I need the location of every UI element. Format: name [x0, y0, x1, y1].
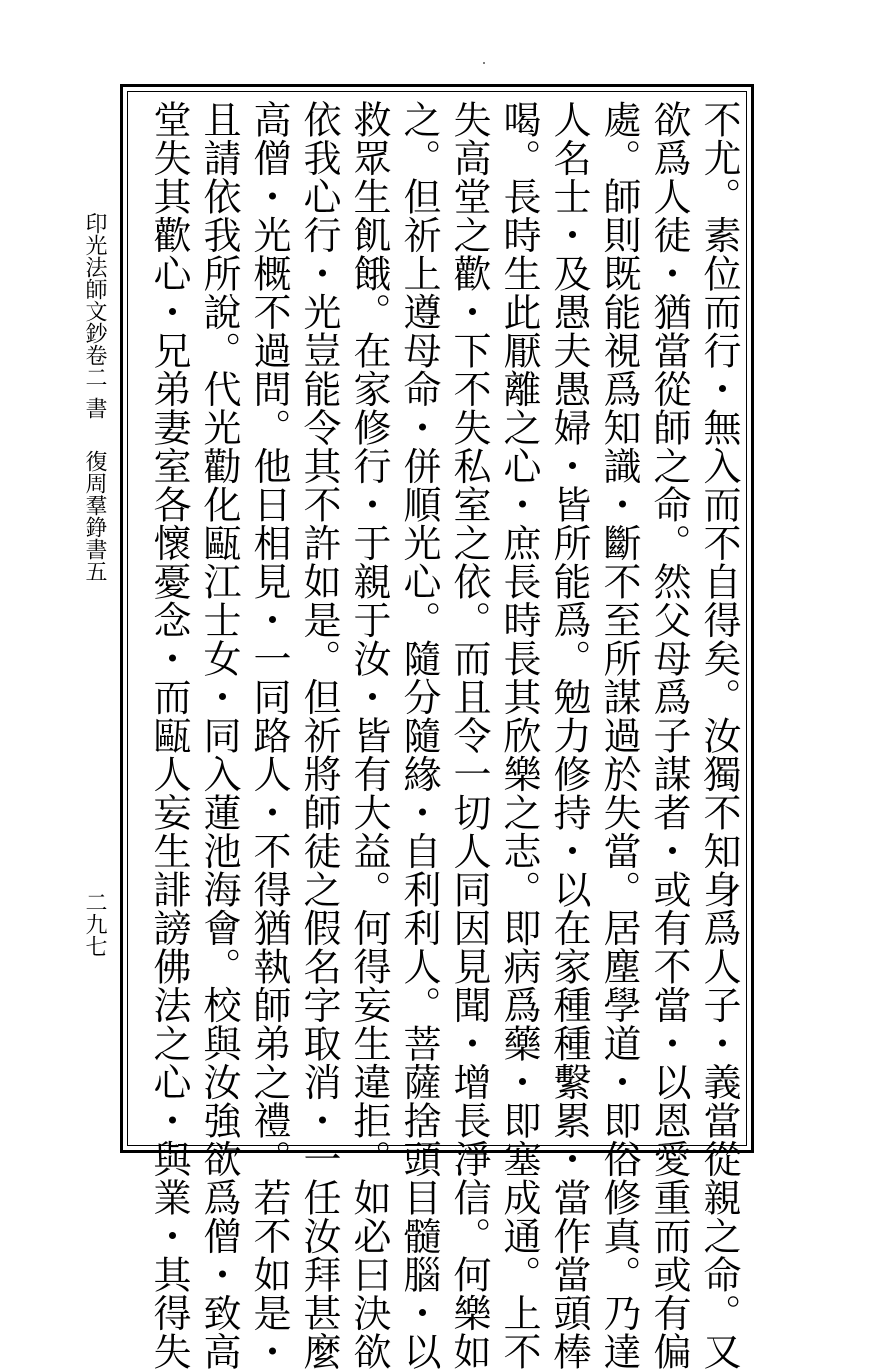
text-column-12: 堂失其歡心・兄弟妻室各懷憂念・而甌人妄生誹謗佛法之心・與業・其得失 — [147, 100, 191, 1371]
text-column-7: 之。但祈上遵母命・併順光心。隨分隨緣・自利利人。菩薩捨頭目髓腦・以 — [397, 100, 441, 1371]
text-column-10: 高僧・光概不過問。他日相見・一同路人・不得猶執師弟之禮。若不如是・ — [247, 100, 291, 1371]
text-column-1: 不尤。素位而行・無入而不自得矣。汝獨不知身爲人子・義當從親之命。又 — [697, 100, 741, 1371]
letter-title: 復周羣錚書五 — [82, 450, 107, 582]
text-column-8: 救眾生飢餓。在家修行・于親于汝・皆有大益。何得妄生違拒。如必曰決欲 — [347, 100, 391, 1371]
page-number: 二九七 — [82, 891, 107, 957]
text-column-2: 欲爲人徒・猶當從師之命。然父母爲子謀者・或有不當・以恩愛重而或有偏 — [647, 100, 691, 1371]
section-label: 書 — [82, 397, 107, 419]
text-column-6: 失高堂之歡・下不失私室之依。而且令一切人同因見聞・增長淨信。何樂如 — [447, 100, 491, 1371]
text-column-3: 處。師則既能視爲知識・斷不至所謀過於失當。居塵學道・即俗修真。乃達 — [597, 100, 641, 1371]
text-column-4: 人名士・及愚夫愚婦・皆所能爲。勉力修持・以在家種種繫累・當作當頭棒 — [547, 100, 591, 1371]
scan-speck — [483, 62, 485, 64]
text-column-5: 喝。長時生此厭離之心・庶長時長其欣樂之志。即病爲藥・即塞成通。上不 — [497, 100, 541, 1371]
book-title: 印光法師文鈔卷二 — [82, 212, 107, 388]
text-column-11: 且請依我所說。代光勸化甌江士女・同入蓮池海會。校與汝強欲爲僧・致高 — [197, 100, 241, 1371]
text-column-9: 依我心行・光豈能令其不許如是。但祈將師徒之假名字取消・一任汝拜甚麼 — [297, 100, 341, 1371]
